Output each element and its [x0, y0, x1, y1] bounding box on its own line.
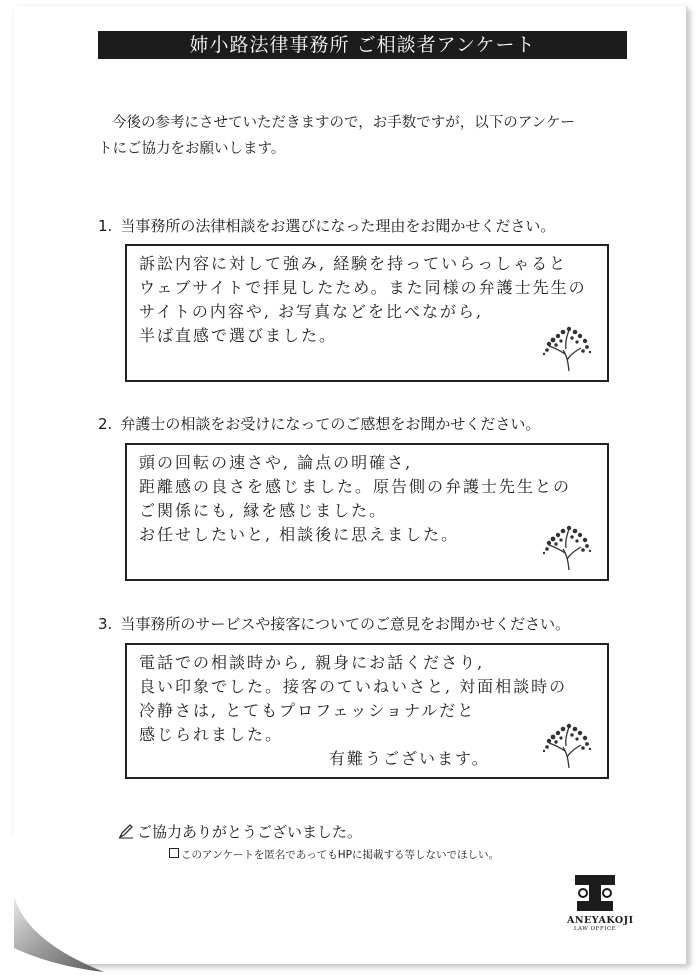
privacy-note	[169, 847, 499, 862]
question-text: 弁護士の相談をお受けになってのご感想をお聞かせください。	[120, 415, 541, 433]
question-2	[98, 413, 540, 434]
answer-line: 距離感の良さを感じました。原告側の弁護士先生との	[139, 477, 572, 496]
privacy-note-text: このアンケートを匿名であってもHPに掲載する等しないでほしい。	[181, 849, 499, 861]
answer-line: サイトの内容や, お写真などを比べながら,	[139, 302, 484, 321]
answer-line: 有難うございます。	[329, 749, 490, 768]
question-text: 当事務所の法律相談をお選びになった理由をお聞かせください。	[120, 217, 556, 235]
answer-box-2	[125, 443, 609, 581]
tree-stamp-icon	[541, 721, 593, 769]
answer-line: 訴訟内容に対して強み, 経験を持っていらっしゃると	[139, 254, 568, 273]
answer-line: 良い印象でした。接客のていねいさと, 対面相談時の	[139, 677, 568, 696]
logo-name: ANEYAKOJI	[567, 915, 634, 926]
answer-line: お任せしたいと, 相談後に思えました。	[139, 525, 460, 544]
question-number: 3.	[98, 615, 113, 633]
tree-stamp-icon	[541, 324, 593, 372]
question-1	[98, 215, 555, 236]
law-office-logo-icon	[573, 873, 617, 915]
intro-line-2: トにご協力をお願いします。	[98, 141, 286, 157]
privacy-checkbox[interactable]	[169, 848, 179, 858]
answer-line: ウェブサイトで拝見したため。また同様の弁護士先生の	[139, 278, 587, 297]
answer-box-1	[125, 244, 609, 382]
answer-line: 感じられました。	[139, 725, 284, 744]
answer-box-3	[125, 643, 609, 779]
answer-line: ご関係にも, 縁を感じました。	[139, 501, 388, 520]
tree-stamp-icon	[541, 523, 593, 571]
thanks-message	[118, 821, 362, 842]
page-title: 姉小路法律事務所 ご相談者アンケート	[98, 31, 627, 59]
handwritten-answer	[139, 651, 567, 771]
intro-line-1: 今後の参考にさせていただきますので，お手数ですが，以下のアンケー	[112, 115, 575, 131]
answer-line: 電話での相談時から, 親身にお話くださり,	[139, 653, 485, 672]
handwritten-answer	[139, 451, 571, 547]
answer-line: 半ば直感で選びました。	[139, 326, 338, 345]
page-curl	[0, 836, 110, 976]
pencil-icon	[118, 823, 134, 839]
question-number: 2.	[98, 415, 113, 433]
answer-line: 冷静さは, とてもプロフェッショナルだと	[139, 701, 476, 720]
handwritten-answer	[139, 252, 587, 348]
logo-subtitle: LAW OFFICE	[573, 926, 617, 932]
question-number: 1.	[98, 217, 113, 235]
thanks-text: ご協力ありがとうございました。	[137, 823, 363, 841]
survey-sheet	[14, 6, 687, 964]
firm-logo	[567, 873, 634, 943]
intro-text	[98, 110, 638, 162]
question-3	[98, 613, 570, 634]
question-text: 当事務所のサービスや接客についてのご意見をお聞かせください。	[120, 615, 571, 633]
answer-line: 頭の回転の速さや, 論点の明確さ,	[139, 453, 413, 472]
